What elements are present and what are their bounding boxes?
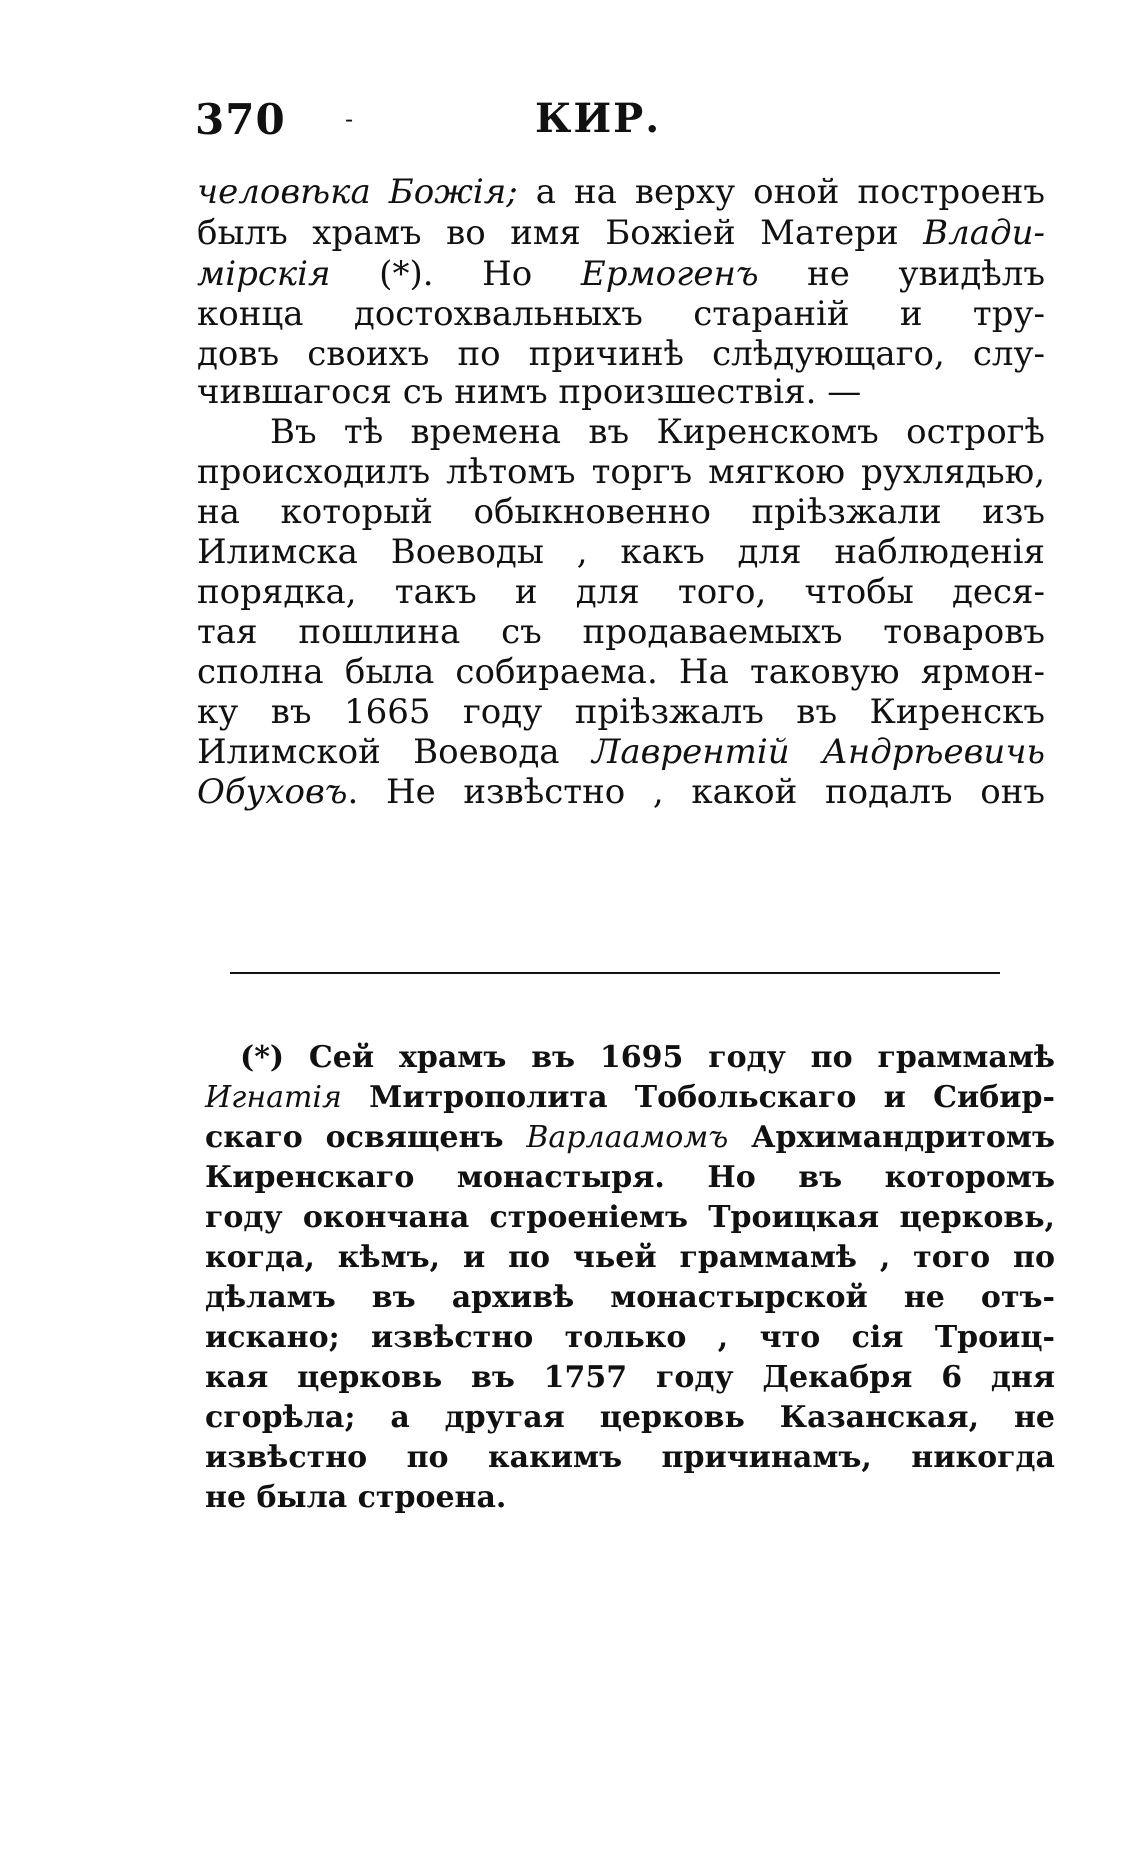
running-head <box>195 95 935 155</box>
running-title: КИР. <box>535 95 662 142</box>
text-line: мірскія (*). Но Ермогенъ не увидѣлъ <box>197 254 1045 294</box>
text-line: Въ тѣ времена въ Киренскомъ острогѣ <box>270 412 1045 452</box>
footnote-line: (*) Сей храмъ въ 1695 году по граммамѣ <box>240 1040 1055 1075</box>
text-line: Илимска Воеводы , какъ для наблюденія <box>197 532 1045 572</box>
text-line: Илимской Воевода Лаврентій Андрѣевичь <box>197 732 1045 772</box>
text-line: Обуховъ. Не извѣстно , какой подалъ онъ <box>197 772 1045 812</box>
footnote-line: когда, кѣмъ, и по чьей граммамѣ , того по <box>205 1240 1055 1275</box>
footnote-line: Киренскаго монастыря. Но въ которомъ <box>205 1160 1055 1195</box>
text-line: порядка, такъ и для того, чтобы деся- <box>197 572 1045 612</box>
text-line: былъ храмъ во имя Божіей Матери Влади- <box>197 213 1045 253</box>
page-number: 370 <box>195 95 286 144</box>
footnote-line: искано; извѣстно только , что сія Троиц- <box>205 1320 1055 1355</box>
footnote-line: году окончана строеніемъ Троицкая церковь, <box>205 1200 1055 1235</box>
footnote-line: не была строена. <box>205 1480 507 1515</box>
text-line: человѣка Божія; а на верху оной построенъ <box>197 172 1045 212</box>
footnote-line: кая церковь въ 1757 году Декабря 6 дня <box>205 1360 1055 1395</box>
text-line: происходилъ лѣтомъ торгъ мягкою рухлядью, <box>197 452 1045 492</box>
text-line: чившагося съ нимъ произшествія. — <box>197 372 862 412</box>
footnote-line: Игнатія Митрополита Тобольскаго и Сибир- <box>205 1080 1055 1115</box>
footnote-line: извѣстно по какимъ причинамъ, никогда <box>205 1440 1055 1475</box>
footnote-divider <box>230 972 1000 974</box>
text-line: тая пошлина съ продаваемыхъ товаровъ <box>197 612 1045 652</box>
text-line: ку въ 1665 году пріѣзжалъ въ Киренскъ <box>197 692 1045 732</box>
text-line: конца достохвальныхъ стараній и тру- <box>197 294 1045 334</box>
header-separator: - <box>345 105 354 133</box>
footnote-line: сгорѣла; а другая церковь Казанская, не <box>205 1400 1055 1435</box>
text-line: довъ своихъ по причинѣ слѣдующаго, слу- <box>197 334 1045 374</box>
text-line: сполна была собираема. На таковую ярмон- <box>197 652 1045 692</box>
footnote-line: скаго освященъ Варлаамомъ Архимандритомъ <box>205 1120 1055 1155</box>
footnote-line: дѣламъ въ архивѣ монастырской не отъ- <box>205 1280 1055 1315</box>
text-line: на который обыкновенно пріѣзжали изъ <box>197 492 1045 532</box>
